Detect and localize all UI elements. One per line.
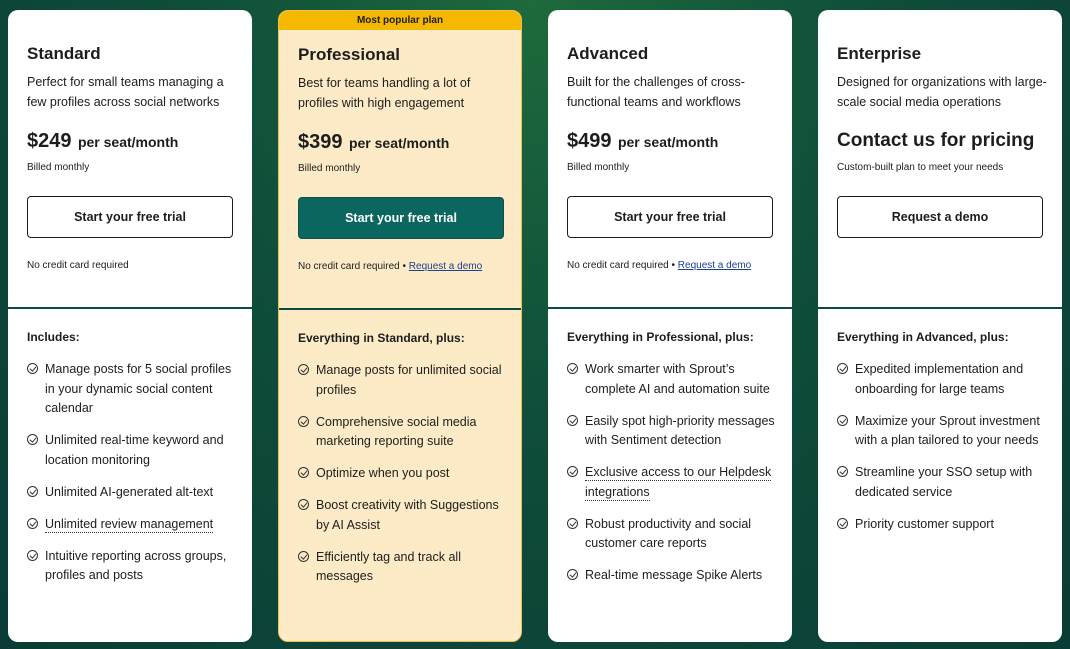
plan-price bbox=[567, 130, 718, 153]
feature-item bbox=[298, 496, 510, 535]
feature-text: Efficiently tag and track all messages bbox=[316, 549, 461, 583]
plan-description: Perfect for small teams managing a few profiles across social networks bbox=[27, 75, 224, 109]
plan-name: Professional bbox=[298, 45, 401, 64]
feature-item bbox=[298, 413, 510, 452]
includes-heading: Includes: bbox=[27, 330, 80, 344]
note-text: No credit card required • bbox=[567, 260, 675, 271]
card-divider bbox=[279, 308, 521, 310]
feature-item bbox=[567, 463, 779, 502]
check-circle-icon bbox=[837, 518, 848, 529]
feature-text: Unlimited real-time keyword and location monitoring bbox=[45, 433, 224, 467]
feature-text: Real-time message Spike Alerts bbox=[585, 568, 763, 582]
feature-item bbox=[567, 360, 779, 399]
request-demo-link[interactable]: Request a demo bbox=[408, 261, 483, 272]
feature-text: Work smarter with Sprout’s complete AI and automation suite bbox=[585, 362, 770, 396]
feature-list bbox=[298, 361, 510, 599]
price-amount: $499 bbox=[567, 130, 612, 152]
feature-text: Manage posts for 5 social profiles in your dynamic social content calendar bbox=[45, 362, 232, 415]
feature-item bbox=[837, 412, 1049, 451]
check-circle-icon bbox=[27, 486, 38, 497]
feature-item bbox=[837, 463, 1049, 502]
feature-list bbox=[27, 360, 239, 598]
plan-description: Best for teams handling a lot of profiles with high engagement bbox=[298, 76, 471, 110]
plan-description: Designed for organizations with large-scale social media operations bbox=[837, 75, 1047, 109]
billing-note: Billed monthly bbox=[298, 163, 361, 174]
feature-list bbox=[567, 360, 779, 598]
feature-item bbox=[27, 547, 239, 586]
feature-list bbox=[837, 360, 1049, 547]
plan-price bbox=[837, 130, 1034, 152]
feature-item bbox=[27, 431, 239, 470]
price-period: per seat/month bbox=[617, 134, 719, 150]
plan-name: Standard bbox=[27, 44, 101, 63]
feature-text: Priority customer support bbox=[855, 516, 994, 531]
check-circle-icon bbox=[298, 416, 309, 427]
feature-text: Streamline your SSO setup with dedicated service bbox=[855, 465, 1033, 499]
check-circle-icon bbox=[837, 415, 848, 426]
check-circle-icon bbox=[567, 466, 578, 477]
feature-item bbox=[298, 361, 510, 400]
check-circle-icon bbox=[837, 363, 848, 374]
feature-item bbox=[27, 483, 239, 503]
price-amount: $399 bbox=[298, 131, 343, 153]
plan-card-professional bbox=[278, 10, 522, 642]
plan-card-standard bbox=[8, 10, 252, 642]
start-free-trial-button[interactable]: Start your free trial bbox=[567, 196, 773, 238]
check-circle-icon bbox=[567, 363, 578, 374]
feature-item bbox=[27, 515, 239, 535]
check-circle-icon bbox=[567, 415, 578, 426]
feature-text: Easily spot high-priority messages with Sentiment detection bbox=[585, 413, 775, 447]
check-circle-icon bbox=[298, 551, 309, 562]
includes-heading: Everything in Advanced, plus: bbox=[837, 330, 1009, 344]
note-text: No credit card required • bbox=[298, 261, 406, 272]
feature-item bbox=[837, 515, 1049, 535]
feature-text: Maximize your Sprout investment with a plan tailored to your needs bbox=[855, 413, 1040, 447]
card-divider bbox=[548, 307, 792, 309]
plan-description: Built for the challenges of cross-functional teams and workflows bbox=[567, 75, 745, 109]
price-period: per seat/month bbox=[77, 134, 179, 150]
includes-heading: Everything in Standard, plus: bbox=[298, 331, 465, 345]
check-circle-icon bbox=[27, 434, 38, 445]
feature-item bbox=[567, 412, 779, 451]
feature-item bbox=[298, 548, 510, 587]
check-circle-icon bbox=[27, 550, 38, 561]
check-circle-icon bbox=[567, 569, 578, 580]
check-circle-icon bbox=[298, 499, 309, 510]
feature-text: Boost creativity with Suggestions by AI Assist bbox=[316, 498, 499, 532]
plan-name: Advanced bbox=[567, 44, 649, 63]
check-circle-icon bbox=[27, 363, 38, 374]
no-credit-card-note bbox=[567, 260, 751, 271]
billing-note: Billed monthly bbox=[27, 162, 90, 173]
feature-text: Intuitive reporting across groups, profiles and posts bbox=[45, 548, 227, 582]
request-demo-link[interactable]: Request a demo bbox=[677, 260, 752, 271]
feature-text: Manage posts for unlimited social profiles bbox=[316, 363, 502, 397]
check-circle-icon bbox=[27, 518, 38, 529]
feature-text: Unlimited AI-generated alt-text bbox=[45, 484, 214, 499]
feature-item bbox=[27, 360, 239, 419]
start-free-trial-button[interactable]: Start your free trial bbox=[298, 197, 504, 239]
start-free-trial-button[interactable]: Start your free trial bbox=[27, 196, 233, 238]
no-credit-card-note bbox=[27, 260, 129, 271]
price-period: per seat/month bbox=[348, 135, 450, 151]
feature-item bbox=[567, 566, 779, 586]
price-amount: $249 bbox=[27, 130, 72, 152]
feature-text: Comprehensive social media marketing reporting suite bbox=[316, 414, 477, 448]
check-circle-icon bbox=[567, 518, 578, 529]
note-text: No credit card required bbox=[27, 260, 129, 271]
no-credit-card-note bbox=[298, 261, 482, 272]
feature-text: Optimize when you post bbox=[316, 466, 450, 480]
check-circle-icon bbox=[837, 466, 848, 477]
plan-name: Enterprise bbox=[837, 44, 922, 63]
includes-heading: Everything in Professional, plus: bbox=[567, 330, 754, 344]
plan-card-advanced bbox=[548, 10, 792, 642]
price-amount: Contact us for pricing bbox=[837, 130, 1035, 151]
feature-item bbox=[837, 360, 1049, 399]
check-circle-icon bbox=[298, 364, 309, 375]
billing-note: Billed monthly bbox=[567, 162, 630, 173]
billing-note: Custom-built plan to meet your needs bbox=[837, 162, 1004, 173]
feature-tooltip-link[interactable]: Unlimited review management bbox=[45, 516, 214, 531]
plan-price bbox=[27, 130, 178, 153]
card-divider bbox=[8, 307, 252, 309]
plan-price bbox=[298, 131, 449, 154]
card-divider bbox=[818, 307, 1062, 309]
feature-text: Robust productivity and social customer care reports bbox=[585, 516, 752, 550]
feature-item bbox=[298, 464, 510, 484]
feature-item bbox=[567, 515, 779, 554]
request-demo-button[interactable]: Request a demo bbox=[837, 196, 1043, 238]
plan-card-enterprise bbox=[818, 10, 1062, 642]
check-circle-icon bbox=[298, 467, 309, 478]
most-popular-badge: Most popular plan bbox=[279, 11, 521, 30]
feature-text: Expedited implementation and onboarding for large teams bbox=[855, 362, 1024, 396]
feature-tooltip-link[interactable]: Exclusive access to our Helpdesk integrations bbox=[585, 465, 772, 499]
